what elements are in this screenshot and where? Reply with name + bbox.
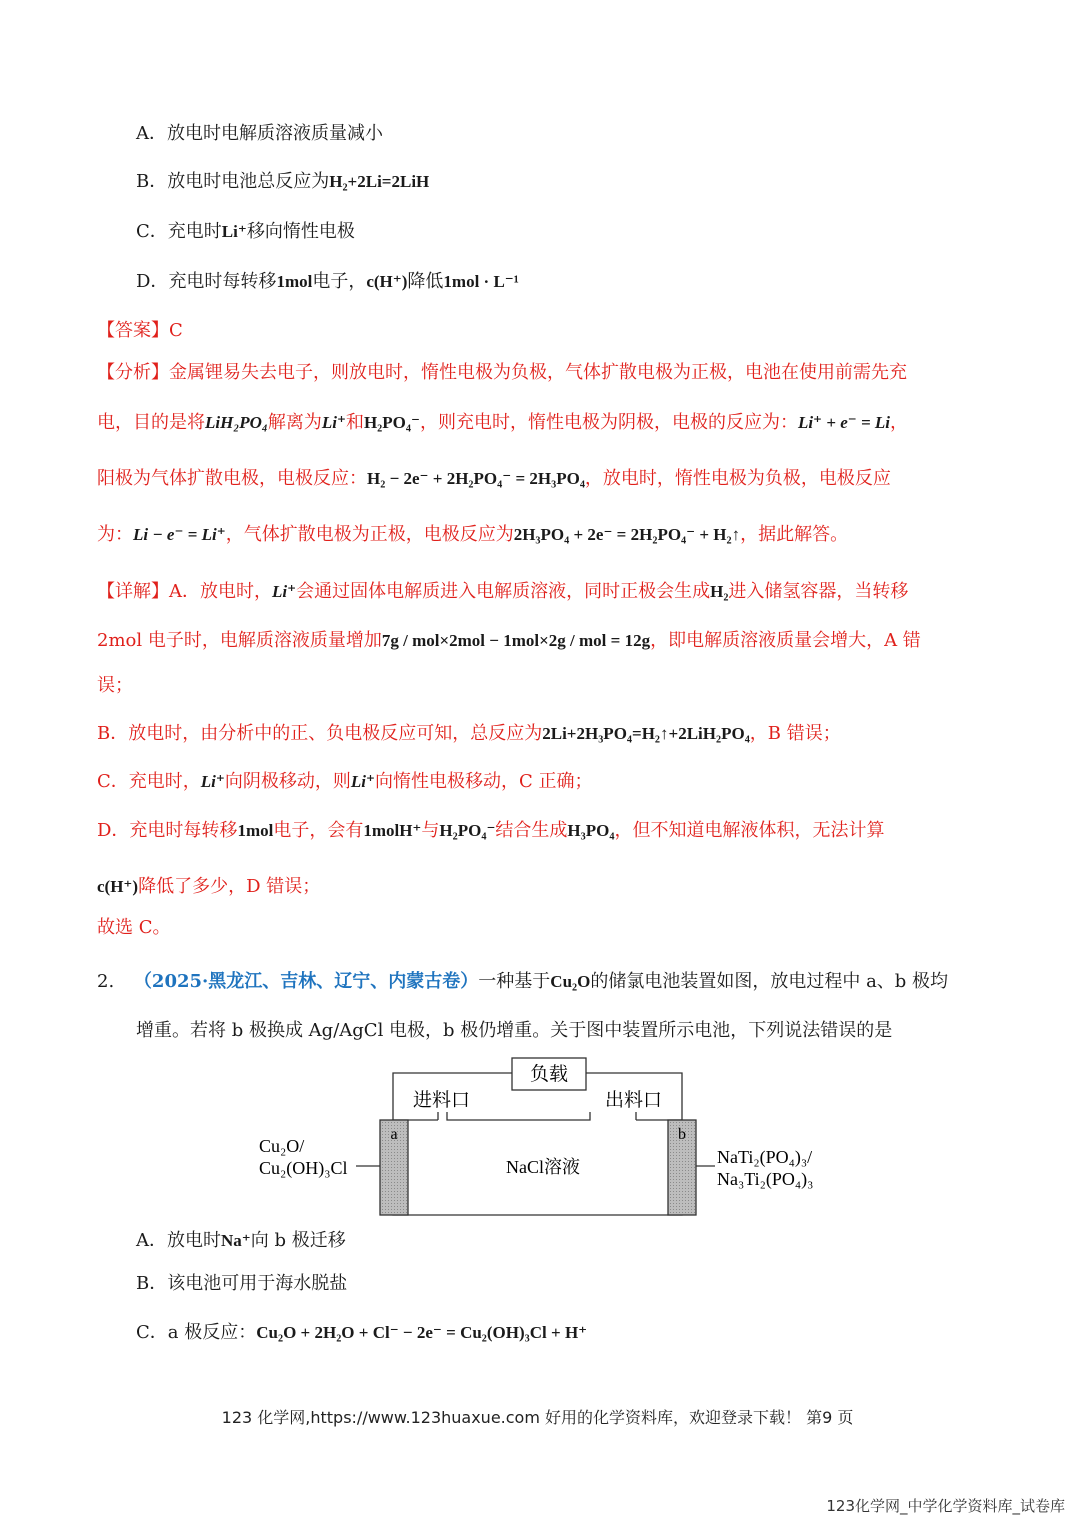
detail-a-line-3: 误； [97, 675, 133, 696]
electrode-a-label: a [390, 1126, 398, 1143]
battery-diagram [250, 1050, 830, 1220]
site-watermark: 123化学网_中学化学资料库_试卷库 [826, 1497, 1065, 1515]
detail-c: C．充电时，Li⁺向阴极移动，则Li⁺向惰性电极移动，C 正确； [97, 771, 593, 792]
load-label: 负载 [529, 1064, 569, 1085]
option-a: A．放电时电解质溶液质量减小 [136, 123, 383, 144]
detail-d-line-1: D．充电时每转移1mol电子，会有1molH⁺与H₂PO₄⁻结合生成H₃PO₄，但不知道电解液体积，无法计算 [97, 820, 885, 841]
q2-line-2: 增重。若将 b 极换成 Ag/AgCl 电极，b 极仍增重。关于图中装置所示电池，下列说法错误的是 [136, 1020, 893, 1041]
left-material-top: Cu₂O/ [259, 1136, 305, 1156]
analysis-line-1: 【分析】金属锂易失去电子，则放电时，惰性电极为负极，气体扩散电极为正极，电池在使用前需先充 [97, 362, 907, 383]
detail-d-line-2: c(H⁺)降低了多少，D 错误； [97, 876, 321, 897]
detail-a-line-1: 【详解】A．放电时，Li⁺会通过固体电解质进入电解质溶液，同时正极会生成H₂进入储氢容器，当转移 [97, 581, 909, 602]
answer: 【答案】C [97, 320, 183, 341]
option-d: D．充电时每转移1mol电子，c(H⁺)降低1mol · L⁻¹ [136, 271, 519, 292]
analysis-line-2: 电，目的是将LiH₂PO₄解离为Li⁺和H₂PO₄⁻，则充电时，惰性电极为阴极，电极的反应为：Li⁺ + e⁻ = Li， [97, 412, 909, 433]
solution-label: NaCl溶液 [506, 1157, 580, 1177]
page-footer: 123 化学网,https://www.123huaxue.com 好用的化学资料库，欢迎登录下载！ 第9 页 [221, 1408, 854, 1427]
q2-option-a: A．放电时Na⁺向 b 极迁移 [136, 1230, 346, 1251]
right-material-top: NaTi₂(PO₄)₃/ [717, 1147, 813, 1167]
left-material-bottom: Cu₂(OH)₃Cl [259, 1158, 348, 1178]
q2-option-b: B．该电池可用于海水脱盐 [136, 1273, 348, 1294]
final-answer: 故选 C。 [97, 917, 171, 938]
q2-number: 2. [97, 971, 115, 992]
detail-b: B．放电时，由分析中的正、负电极反应可知，总反应为2Li+2H₃PO₄=H₂↑+2LiH₂PO₄，B 错误； [97, 723, 841, 744]
right-material-bottom: Na₃Ti₂(PO₄)₃ [717, 1169, 814, 1189]
detail-a-line-2: 2mol 电子时，电解质溶液质量增加7g / mol×2mol − 1mol×2g / mol = 12g，即电解质溶液质量会增大，A 错 [97, 630, 921, 651]
outlet-label: 出料口 [605, 1090, 663, 1111]
electrode-b-label: b [678, 1126, 686, 1143]
inlet-label: 进料口 [413, 1090, 471, 1111]
q2-source: （2025·黑龙江、吉林、辽宁、内蒙古卷） [133, 971, 479, 992]
option-c: C．充电时Li⁺移向惰性电极 [136, 221, 355, 242]
analysis-line-4: 为：Li − e⁻ = Li⁺，气体扩散电极为正极，电极反应为2H₃PO₄ + 2e⁻ = 2H₂PO₄⁻ + H₂↑，据此解答。 [97, 524, 849, 545]
q2-option-c: C．a 极反应：Cu₂O + 2H₂O + Cl⁻ − 2e⁻ = Cu₂(OH)₃Cl + H⁺ [136, 1322, 588, 1343]
formula: H₂+2Li=2LiH [329, 172, 430, 191]
option-b: B．放电时电池总反应为H₂+2Li=2LiH [136, 171, 430, 192]
analysis-line-3: 阳极为气体扩散电极，电极反应：H₂ − 2e⁻ + 2H₂PO₄⁻ = 2H₃PO₄，放电时，惰性电极为负极，电极反应 [97, 468, 891, 489]
q2-line-1: 2. （2025·黑龙江、吉林、辽宁、内蒙古卷）一种基于Cu₂O的储氯电池装置如图，放电过程中 a、b 极均 [97, 971, 949, 992]
